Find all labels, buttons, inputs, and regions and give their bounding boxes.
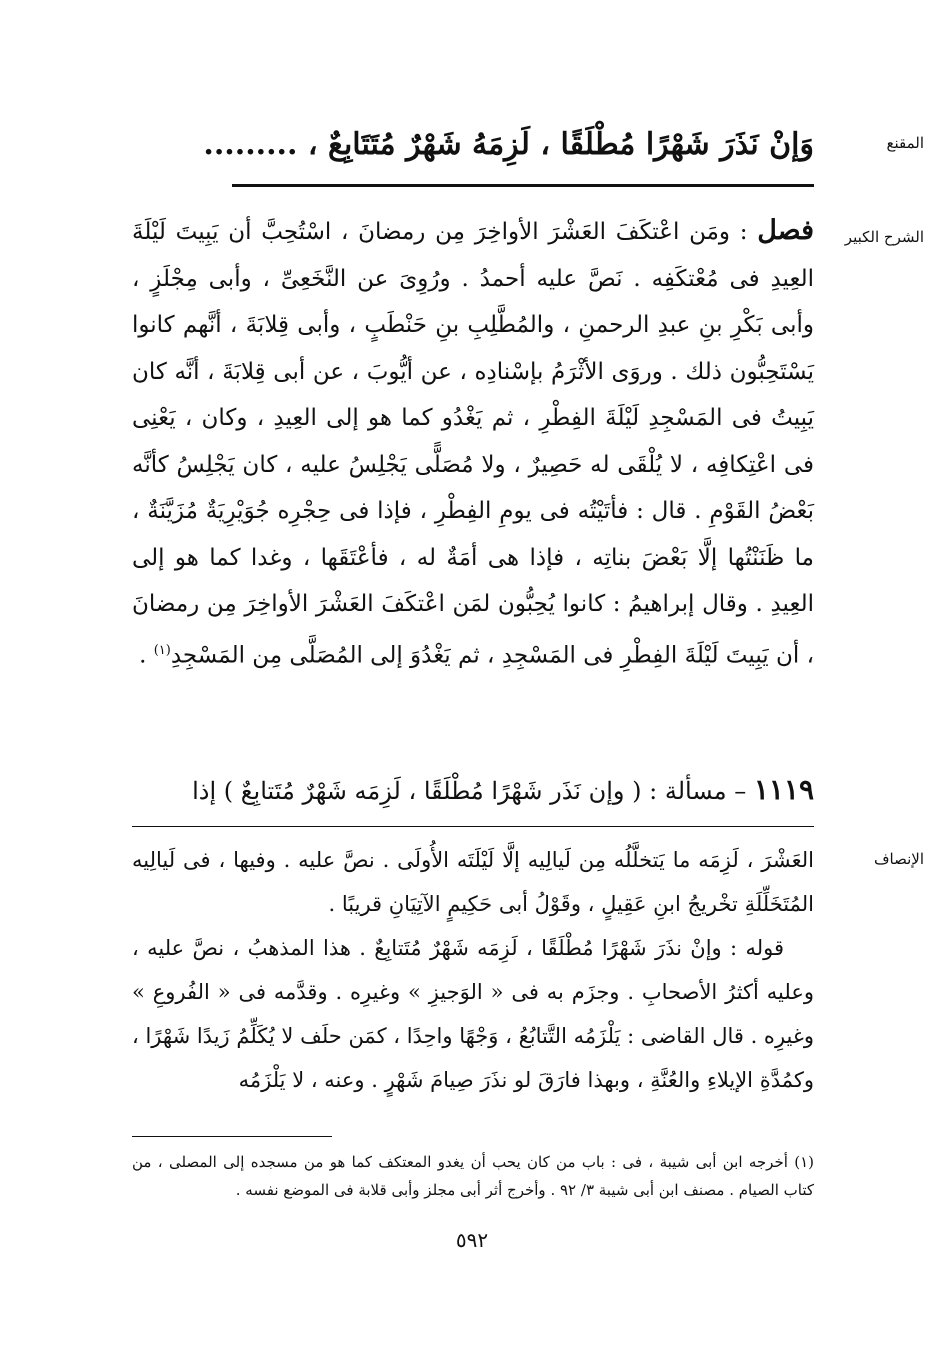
footnote-marker: (١) xyxy=(153,642,171,658)
sharh-body xyxy=(132,208,814,679)
insaf-label: الإنصاف xyxy=(873,850,924,868)
muqni-label: المقنع xyxy=(886,134,924,152)
insaf-paragraph-1: العَشْرَ ، لَزِمَه ما يَتخلَّلُه مِن لَيالِيه إلَّا لَيْلَتَه الأُولَى . نصَّ عليه . وفيها ، فى لَيالِيه المُتَخَلِّلَةِ تخْريجُ ابنِ عَقِيلٍ ، وقَوْلُ أبى حَكِيمٍ الآتِيَانِ قريبًا . xyxy=(132,848,814,916)
page-number: ٥٩٢ xyxy=(455,1228,489,1252)
sharh-paragraph xyxy=(132,208,814,679)
insaf-paragraph-2: قوله : وإنْ نذَرَ شَهْرًا مُطْلَقًا ، لَزِمَه شَهْرٌ مُتَتابِعٌ . هذا المذهبُ ، نصَّ عليه ، وعليه أكثرُ الأصحابِ . وجزَم به فى « الوَجيزِ » وغيرِه . وقدَّمه فى « الفُروعِ » وغيرِه . قال القاضى : يَلْزَمُه التَّتابُعُ ، وَجْهًا واحِدًا ، كمَن حلَف لا يُكَلِّمُ زَيدًا شَهْرًا ، وكمُدَّةِ الإيلاءِ والعُنَّةِ ، وبهذا فارَقَ لو نذَرَ صِيامَ شَهْرٍ . وعنه ، لا يَلْزَمُه xyxy=(132,936,814,1092)
muqni-text: وَإنْ نَذَرَ شَهْرًا مُطْلَقًا ، لَزِمَهُ شَهْرٌ مُتَتَابِعٌ ، ......... xyxy=(203,127,814,162)
insaf-body xyxy=(132,838,814,1102)
masala-number: ١١١٩ xyxy=(753,773,814,806)
insaf-divider xyxy=(132,826,814,827)
sharh-label: الشرح الكبير xyxy=(844,228,924,246)
sharh-ending: . xyxy=(139,642,154,669)
footnote-text: (١) أخرجه ابن أبى شيبة ، فى : باب من كان يحب أن يغدو المعتكف كما هو من مسجده إلى المصلى ، من كتاب الصيام . مصنف ابن أبى شيبة ٣/ ٩٢ . وأخرج أثر أبى مجلز وأبى قلابة فى الموضع نفسه . xyxy=(132,1153,814,1199)
footnote-divider xyxy=(132,1136,332,1137)
sharh-text: : ومَن اعْتكَفَ العَشْرَ الأواخِرَ مِن رمضانَ ، اسْتُحِبَّ أن يَبِيتَ لَيْلَةَ العِيدِ فى مُعْتكَفِه . نَصَّ عليه أحمدُ . ورُوِىَ عن النَّخَعِىِّ ، وأبى مِجْلَزٍ ، وأبى بَكْرِ بنِ عبدِ الرحمنِ ، والمُطَّلِبِ بنِ حَنْطَبٍ ، وأبى قِلابَةَ ، أنَّهم كانوا يَسْتَحِبُّون ذلك . وروَى الأثْرَمُ بإسْنادِه ، عن أيُّوبَ ، عن أبى قِلابَةَ ، أنَّه كان يَبِيتُ فى المَسْجِدِ لَيْلَةَ الفِطْرِ ، ثم يَغْدُو كما هو إلى العِيدِ ، وكان ، يَعْنِى فى اعْتِكافِه ، لا يُلْقَى له حَصِيرٌ ، ولا مُصَلًّى يَجْلِسُ عليه ، كان يَجْلِسُ كأنَّه بَعْضُ القَوْمِ . قال : فأتَيْتُه فى يومِ الفِطْرِ ، فإذا فى حِجْرِه جُوَيْرِيَةٌ مُزَيَّنَةٌ ، ما ظَنَنْتُها إلَّا بَعْضَ بناتِه ، فإذا هى أمَةٌ له ، فأعْتَقَها ، وغدا كما هو إلى العِيدِ . وقال إبراهيمُ : كانوا يُحِبُّون لمَن اعْتكَفَ العَشْرَ الأواخِرَ مِن رمضانَ ، أن يَبِيتَ لَيْلَةَ الفِطْرِ فى المَسْجِدِ ، ثم يَغْدُوَ إلى المُصَلَّى مِن المَسْجِدِ xyxy=(132,219,814,669)
fasl-heading: فصل xyxy=(757,215,814,246)
masala-text: – مسألة : ( وإن نَذَر شَهْرًا مُطْلَقًا ، لَزِمَه شَهْرٌ مُتَتابِعٌ ) إذا xyxy=(192,777,754,805)
muqni-divider xyxy=(232,184,814,187)
masala-line xyxy=(132,768,814,813)
